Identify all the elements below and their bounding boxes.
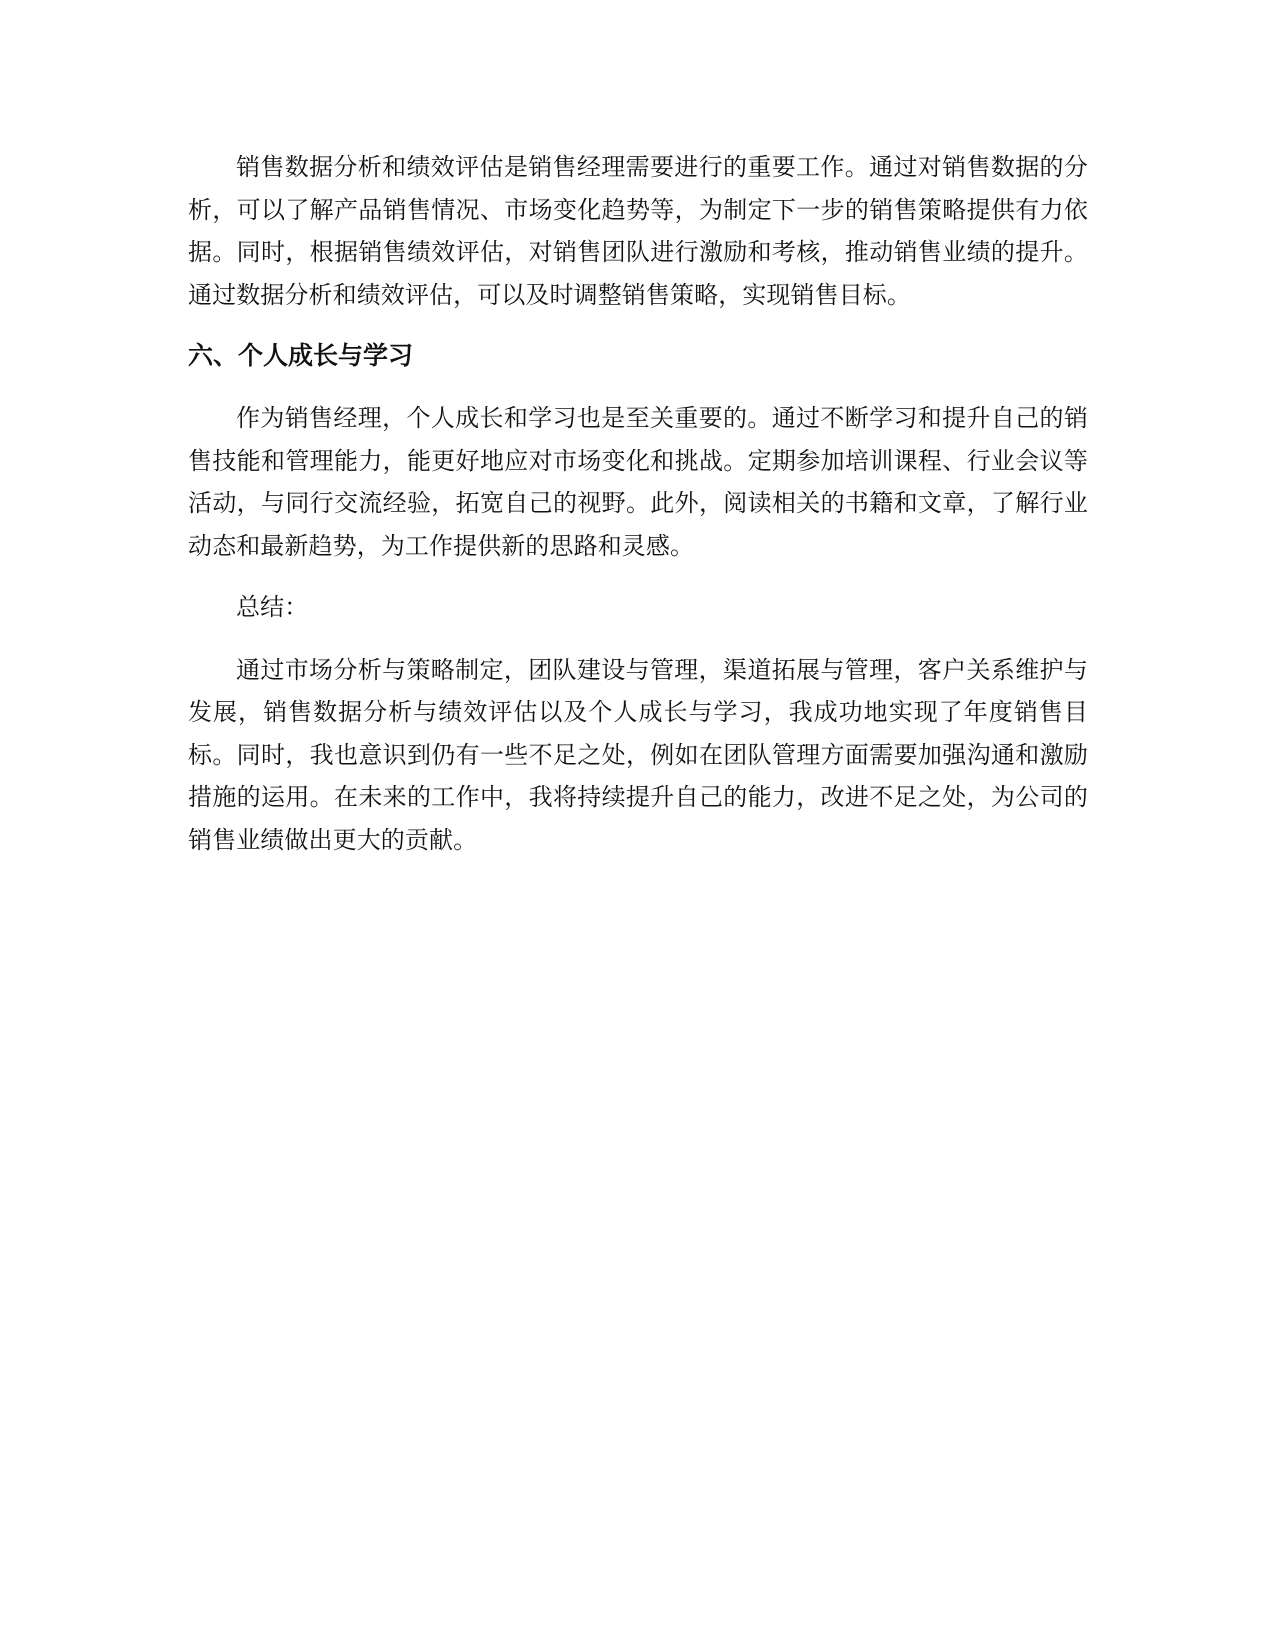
document-body <box>188 146 1088 861</box>
summary-label: 总结： <box>236 593 309 621</box>
paragraph-summary: 通过市场分析与策略制定，团队建设与管理，渠道拓展与管理，客户关系维护与发展，销售数据分析与绩效评估以及个人成长与学习，我成功地实现了年度销售目标。同时，我也意识到仍有一些不足之处，例如在团队管理方面需要加强沟通和激励措施的运用。在未来的工作中，我将持续提升自己的能力，改进不足之处，为公司的销售业绩做出更大的贡献。 <box>188 655 1088 854</box>
paragraph-personal-growth: 作为销售经理，个人成长和学习也是至关重要的。通过不断学习和提升自己的销售技能和管理能力，能更好地应对市场变化和挑战。定期参加培训课程、行业会议等活动，与同行交流经验，拓宽自己的视野。此外，阅读相关的书籍和文章，了解行业动态和最新趋势，为工作提供新的思路和灵感。 <box>188 404 1088 560</box>
paragraph-sales-data-analysis: 销售数据分析和绩效评估是销售经理需要进行的重要工作。通过对销售数据的分析，可以了解产品销售情况、市场变化趋势等，为制定下一步的销售策略提供有力依据。同时，根据销售绩效评估，对销售团队进行激励和考核，推动销售业绩的提升。通过数据分析和绩效评估，可以及时调整销售策略，实现销售目标。 <box>188 153 1088 309</box>
section-heading-personal-growth: 六、个人成长与学习 <box>188 341 414 370</box>
